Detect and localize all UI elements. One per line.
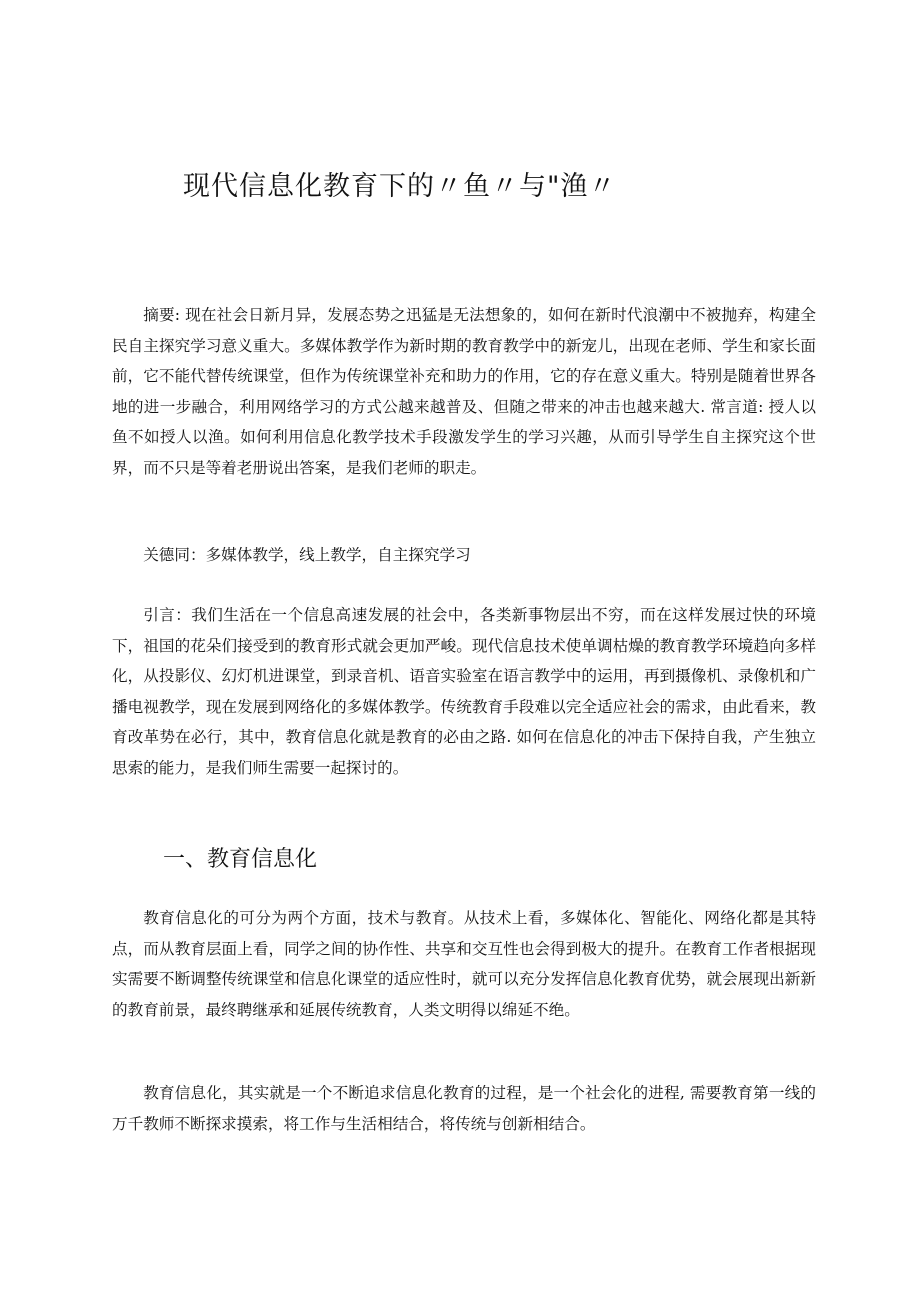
document-title: 现代信息化教育下的〃鱼〃与"渔〃 xyxy=(183,171,617,202)
section-heading: 一、教育信息化 xyxy=(163,847,318,872)
keywords-paragraph: 关德同：多媒体教学，线上教学，自主探究学习 xyxy=(143,546,471,564)
section-paragraph: 教育信息化，其实就是一个不断追求信息化教育的过程，是一个社会化的进程, 需要教育第一线的万千教师不断探求摸索，将工作与生活相结合，将传统与创新相结合。 xyxy=(112,1084,816,1133)
introduction-paragraph: 引言：我们生活在一个信息高速发展的社会中，各类新事物层出不穷，而在这样发展过快的环境下，祖国的花朵们接受到的教育形式就会更加严峻。现代信息技术使单调枯燥的教育教学环境趋向多样化，从投影仪、幻灯机进课堂，到录音机、语音实验室在语言教学中的运用，再到摄像机、录像机和广播电视教学，现在发展到网络化的多媒体教学。传统教育手段难以完全适应社会的需求，由此看来，教育改革势在必行，其中，教育信息化就是教育的必由之路. 如何在信息化的冲击下保持自我，产生独立思索的能力，是我们师生需要一起探讨的。 xyxy=(112,606,816,777)
abstract-paragraph: 摘要: 现在社会日新月异，发展态势之迅猛是无法想象的，如何在新时代浪潮中不被抛弃，构建全民自主探究学习意义重大。多媒体教学作为新时期的教育教学中的新宠儿，出现在老师、学生和家长面前，它不能代替传统课堂，但作为传统课堂补充和助力的作用，它的存在意义重大。特别是随着世界各地的进一步融合，利用网络学习的方式公越来越普及、但随之带来的冲击也越来越大. 常言道: 授人以鱼不如授人以渔。如何利用信息化教学技术手段激发学生的学习兴趣，从而引导学生自主探究这个世界，而不只是等着老册说出答案，是我们老师的职走。 xyxy=(112,306,816,477)
section-paragraph: 教育信息化的可分为两个方面，技术与教育。从技术上看，多媒体化、智能化、网络化都是其特点，而从教育层面上看，同学之间的协作性、共享和交互性也会得到极大的提升。在教育工作者根据现实需要不断调整传统课堂和信息化课堂的适应性时，就可以充分发挥信息化教育优势，就会展现出新新的教育前景，最终聘继承和延展传统教育，人类文明得以绵延不绝。 xyxy=(112,909,816,1019)
